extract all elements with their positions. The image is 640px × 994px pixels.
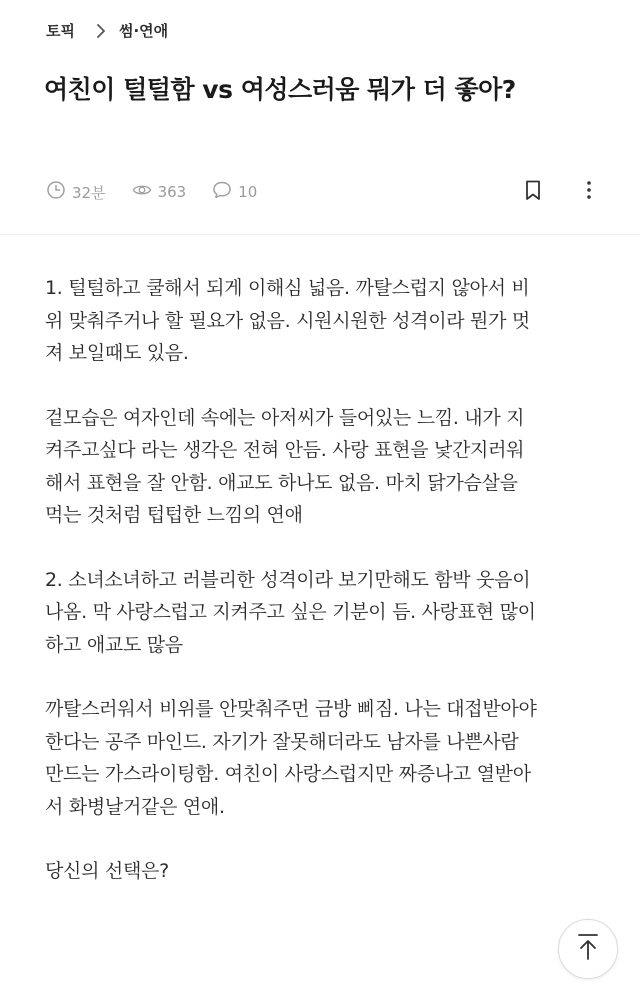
clock-icon <box>46 180 66 204</box>
post-paragraph: 까탈스러워서 비위를 안맞춰주먼 금방 삐짐. 나는 대접받아야 한다는 공주 마인드. 자기가 잘못해더라도 남자를 나쁜사람 만드는 가스라이팅함. 여친이 사랑스럽지만 짜증나고 열받아 서 화병날거같은 연애. <box>45 698 537 818</box>
divider <box>0 234 640 235</box>
post-paragraph: 2. 소녀소녀하고 러블리한 성격이라 보기만해도 함박 웃음이 나옴. 막 사랑스럽고 지켜주고 싶은 기분이 듬. 사랑표현 많이 하고 애교도 많음 <box>45 568 536 656</box>
post-paragraph: 당신의 선택은? <box>45 860 169 882</box>
breadcrumb <box>46 20 168 41</box>
post-meta <box>46 180 257 204</box>
post-comments-value: 10 <box>238 183 258 201</box>
chevron-right-icon <box>95 24 107 38</box>
eye-icon <box>132 180 152 204</box>
breadcrumb-topic[interactable]: 토픽 <box>46 22 75 40</box>
arrow-up-icon <box>576 933 600 965</box>
post-paragraph: 1. 털털하고 쿨해서 되게 이해심 넓음. 까탈스럽지 않아서 비 위 맞춰주거나 할 필요가 없음. 시원시원한 성격이라 뭔가 멋 져 보일때도 있음. <box>45 277 530 364</box>
post-views-value: 363 <box>157 183 187 201</box>
post-paragraph: 겉모습은 여자인데 속에는 아저씨가 들어있는 느낌. 내가 지 켜주고싶다 라는 생각은 전혀 안듬. 사랑 표현을 낯간지러워 해서 표현을 잘 안함. 애교도 하나도 없음. 마치 닭가슴살을 먹는 것처럼 텁텁한 느낌의 연애 <box>45 406 525 526</box>
post-body <box>45 272 605 920</box>
comment-icon <box>212 180 232 204</box>
scroll-to-top-button[interactable] <box>558 919 618 979</box>
post-time-value: 32분 <box>72 183 106 202</box>
post-time <box>46 180 106 204</box>
post-comments[interactable] <box>212 180 257 204</box>
post-title: 여친이 털털함 vs 여성스러움 뭐가 더 좋아? <box>44 75 516 104</box>
bookmark-icon[interactable] <box>522 179 544 205</box>
more-vertical-icon[interactable] <box>578 179 600 205</box>
post-actions <box>522 179 600 205</box>
breadcrumb-category[interactable]: 썸·연애 <box>118 22 169 40</box>
post-views <box>132 180 187 204</box>
